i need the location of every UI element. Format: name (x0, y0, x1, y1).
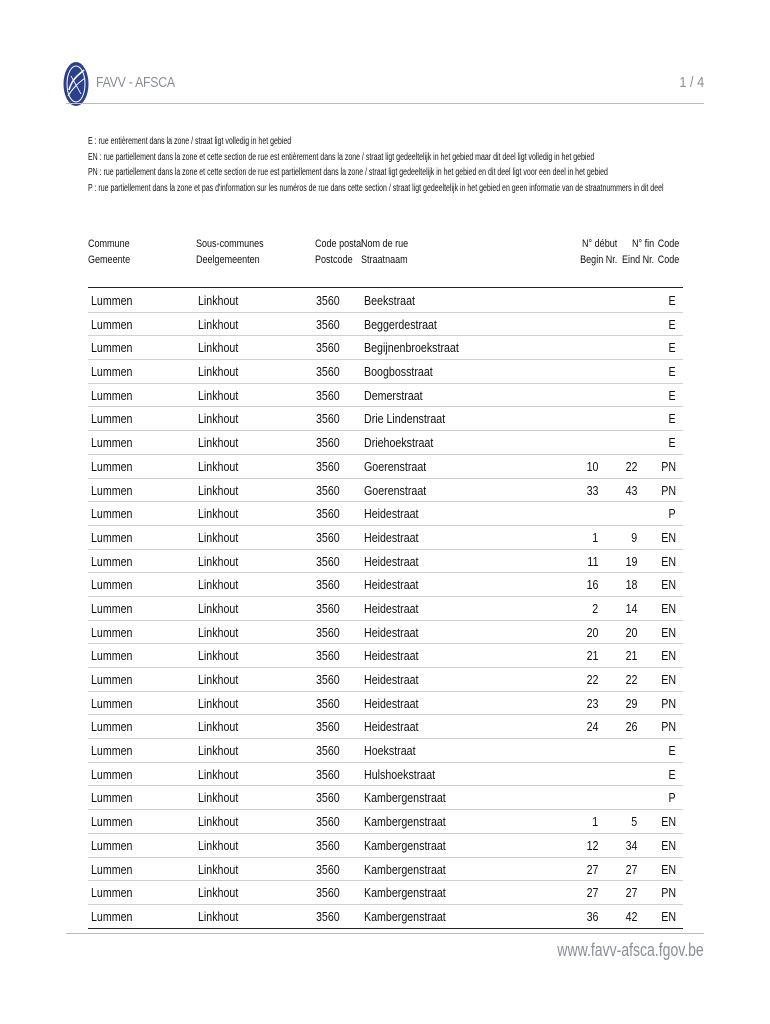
cell-begin-nr: 23 (586, 695, 598, 711)
table-row (88, 479, 683, 503)
cell-code: EN (661, 672, 676, 687)
table-row (88, 336, 683, 360)
table-row (88, 715, 683, 739)
cell-commune: Lummen (91, 861, 133, 877)
footer-divider (66, 933, 704, 934)
cell-postcode: 3560 (316, 435, 340, 451)
cell-street: Kambergenstraat (364, 790, 446, 806)
cell-street: Heidestraat (364, 695, 419, 711)
cell-code: EN (661, 577, 676, 593)
cell-postcode: 3560 (316, 600, 340, 616)
table-row (88, 407, 683, 431)
cell-commune: Lummen (91, 553, 133, 569)
cell-commune: Lummen (91, 885, 133, 901)
cell-street: Heidestraat (364, 577, 419, 593)
cell-begin-nr: 27 (586, 885, 598, 901)
footer-url: www.favv-afsca.fgov.be (557, 940, 704, 960)
cell-postcode: 3560 (316, 316, 340, 332)
cell-street: Goerenstraat (364, 458, 427, 474)
cell-sous-commune: Linkhout (198, 861, 239, 877)
cell-code: E (668, 316, 676, 332)
cell-sous-commune: Linkhout (198, 790, 239, 806)
cell-postcode: 3560 (316, 837, 340, 853)
cell-sous-commune: Linkhout (198, 316, 239, 332)
col-header-postcode: Code postal Postcode (315, 238, 364, 266)
cell-commune: Lummen (91, 743, 133, 759)
cell-postcode: 3560 (316, 458, 340, 474)
brand-title: FAVV - AFSCA (96, 74, 175, 91)
cell-code: PN (661, 695, 676, 711)
col-header-sous-communes: Sous-communes Deelgemeenten (196, 238, 264, 266)
cell-sous-commune: Linkhout (198, 814, 239, 830)
cell-end-nr: 27 (625, 861, 637, 877)
cell-code: PN (661, 482, 676, 498)
cell-postcode: 3560 (316, 743, 340, 759)
cell-postcode: 3560 (316, 411, 340, 427)
cell-sous-commune: Linkhout (198, 435, 239, 451)
cell-end-nr: 14 (625, 600, 637, 616)
cell-street: Heidestraat (364, 600, 419, 616)
cell-street: Driehoekstraat (364, 435, 434, 451)
col-header-begin-nr: N° début Begin Nr. (579, 238, 617, 266)
cell-street: Kambergenstraat (364, 861, 446, 877)
cell-postcode: 3560 (316, 861, 340, 877)
cell-sous-commune: Linkhout (198, 837, 239, 853)
table-row (88, 621, 683, 645)
cell-sous-commune: Linkhout (198, 553, 239, 569)
cell-sous-commune: Linkhout (198, 577, 239, 593)
cell-sous-commune: Linkhout (198, 600, 239, 616)
cell-commune: Lummen (91, 814, 133, 830)
table-row (88, 455, 683, 479)
col-header-straatnaam: Nom de rue Straatnaam (361, 238, 409, 266)
cell-commune: Lummen (91, 837, 133, 853)
cell-begin-nr: 2 (592, 600, 598, 616)
afsca-logo-icon (62, 60, 90, 108)
cell-street: Heidestraat (364, 529, 419, 545)
cell-commune: Lummen (91, 790, 133, 806)
cell-begin-nr: 24 (586, 719, 598, 735)
cell-end-nr: 27 (625, 885, 637, 901)
cell-end-nr: 26 (625, 719, 637, 735)
table-row (88, 834, 683, 858)
cell-begin-nr: 16 (586, 577, 598, 593)
cell-commune: Lummen (91, 387, 133, 403)
table-row (88, 668, 683, 692)
cell-postcode: 3560 (316, 672, 340, 687)
cell-begin-nr: 10 (586, 458, 598, 474)
cell-sous-commune: Linkhout (198, 672, 239, 687)
cell-sous-commune: Linkhout (198, 340, 239, 356)
cell-end-nr: 19 (625, 553, 637, 569)
cell-code: EN (661, 837, 676, 853)
cell-postcode: 3560 (316, 482, 340, 498)
cell-postcode: 3560 (316, 506, 340, 522)
cell-commune: Lummen (91, 364, 133, 380)
col-header-code: Code Code (657, 238, 679, 266)
table-row (88, 739, 683, 763)
cell-postcode: 3560 (316, 885, 340, 901)
cell-code: EN (661, 861, 676, 877)
cell-sous-commune: Linkhout (198, 648, 239, 664)
cell-postcode: 3560 (316, 814, 340, 830)
table-row (88, 858, 683, 882)
cell-begin-nr: 1 (592, 814, 598, 830)
cell-code: EN (661, 814, 676, 830)
cell-street: Heidestraat (364, 624, 419, 640)
cell-postcode: 3560 (316, 553, 340, 569)
cell-street: Beggerdestraat (364, 316, 437, 332)
cell-street: Hoekstraat (364, 743, 416, 759)
table-row (88, 692, 683, 716)
cell-code: E (668, 387, 676, 403)
cell-street: Begijnenbroekstraat (364, 340, 459, 356)
table-row (88, 763, 683, 787)
legend-line-e: E : rue entièrement dans la zone / straat ligt volledig in het gebied (88, 136, 292, 147)
cell-sous-commune: Linkhout (198, 908, 239, 924)
cell-end-nr: 34 (625, 837, 637, 853)
cell-street: Beekstraat (364, 293, 415, 308)
cell-begin-nr: 33 (586, 482, 598, 498)
cell-sous-commune: Linkhout (198, 364, 239, 380)
cell-postcode: 3560 (316, 529, 340, 545)
cell-sous-commune: Linkhout (198, 719, 239, 735)
cell-commune: Lummen (91, 600, 133, 616)
cell-begin-nr: 12 (586, 837, 598, 853)
cell-commune: Lummen (91, 672, 133, 687)
table-row (88, 289, 683, 313)
cell-code: EN (661, 553, 676, 569)
table-row (88, 573, 683, 597)
cell-code: PN (661, 458, 676, 474)
cell-commune: Lummen (91, 293, 133, 308)
cell-begin-nr: 22 (586, 672, 598, 687)
cell-end-nr: 22 (625, 458, 637, 474)
cell-street: Drie Lindenstraat (364, 411, 446, 427)
cell-postcode: 3560 (316, 648, 340, 664)
cell-postcode: 3560 (316, 766, 340, 782)
table-row (88, 810, 683, 834)
cell-end-nr: 18 (625, 577, 637, 593)
page-number: 1 / 4 (679, 74, 704, 91)
legend-line-pn: PN : rue partiellement dans la zone et cette section de rue est partiellement dans la zone / straat ligt gedeeltelijk in het gebied en dit deel ligt voor een deel in het gebied (88, 167, 608, 178)
cell-begin-nr: 21 (586, 648, 598, 664)
table-row (88, 550, 683, 574)
cell-commune: Lummen (91, 506, 133, 522)
cell-street: Heidestraat (364, 672, 419, 687)
cell-street: Goerenstraat (364, 482, 427, 498)
cell-commune: Lummen (91, 411, 133, 427)
cell-postcode: 3560 (316, 387, 340, 403)
cell-end-nr: 29 (625, 695, 637, 711)
header-rule (88, 287, 683, 288)
cell-commune: Lummen (91, 577, 133, 593)
cell-street: Heidestraat (364, 648, 419, 664)
cell-postcode: 3560 (316, 577, 340, 593)
street-table (88, 289, 683, 929)
cell-commune: Lummen (91, 648, 133, 664)
cell-code: PN (661, 885, 676, 901)
cell-street: Boogbosstraat (364, 364, 433, 380)
table-row (88, 881, 683, 905)
cell-sous-commune: Linkhout (198, 743, 239, 759)
cell-commune: Lummen (91, 766, 133, 782)
cell-code: EN (661, 529, 676, 545)
cell-sous-commune: Linkhout (198, 529, 239, 545)
cell-commune: Lummen (91, 435, 133, 451)
cell-code: E (668, 293, 676, 308)
cell-sous-commune: Linkhout (198, 482, 239, 498)
cell-end-nr: 5 (631, 814, 637, 830)
cell-code: E (668, 435, 676, 451)
table-row (88, 905, 683, 929)
cell-sous-commune: Linkhout (198, 885, 239, 901)
cell-commune: Lummen (91, 340, 133, 356)
header-divider (66, 103, 704, 104)
cell-code: EN (661, 624, 676, 640)
cell-code: P (668, 506, 676, 522)
col-header-eind-nr: N° fin Eind Nr. (621, 238, 654, 266)
cell-sous-commune: Linkhout (198, 411, 239, 427)
table-row (88, 526, 683, 550)
cell-end-nr: 42 (625, 908, 637, 924)
cell-street: Kambergenstraat (364, 814, 446, 830)
cell-street: Heidestraat (364, 719, 419, 735)
table-row (88, 786, 683, 810)
cell-sous-commune: Linkhout (198, 766, 239, 782)
cell-postcode: 3560 (316, 624, 340, 640)
cell-code: P (668, 790, 676, 806)
cell-commune: Lummen (91, 529, 133, 545)
table-row (88, 597, 683, 621)
cell-postcode: 3560 (316, 293, 340, 308)
cell-postcode: 3560 (316, 340, 340, 356)
legend-line-en: EN : rue partiellement dans la zone et cette section de rue est entièrement dans la zone / straat ligt gedeeltelijk in het gebied maar dit deel ligt volledig in het gebied (88, 151, 595, 163)
cell-end-nr: 20 (625, 624, 637, 640)
cell-begin-nr: 11 (586, 553, 598, 569)
col-header-commune: Commune Gemeente (88, 238, 131, 266)
cell-commune: Lummen (91, 695, 133, 711)
table-row (88, 313, 683, 337)
cell-street: Heidestraat (364, 506, 419, 522)
table-header (88, 236, 683, 284)
cell-postcode: 3560 (316, 790, 340, 806)
cell-sous-commune: Linkhout (198, 458, 239, 474)
cell-end-nr: 22 (625, 672, 637, 687)
cell-code: PN (661, 719, 676, 735)
cell-end-nr: 43 (625, 482, 637, 498)
cell-begin-nr: 36 (586, 908, 598, 924)
cell-code: E (668, 364, 676, 380)
cell-code: E (668, 743, 676, 759)
cell-begin-nr: 20 (586, 624, 598, 640)
cell-end-nr: 9 (631, 529, 637, 545)
cell-code: EN (661, 908, 676, 924)
cell-commune: Lummen (91, 908, 133, 924)
table-row (88, 360, 683, 384)
cell-postcode: 3560 (316, 908, 340, 924)
cell-code: EN (661, 600, 676, 616)
table-row (88, 431, 683, 455)
cell-street: Kambergenstraat (364, 908, 446, 924)
cell-street: Hulshoekstraat (364, 766, 436, 782)
cell-street: Kambergenstraat (364, 885, 446, 901)
cell-code: E (668, 411, 676, 427)
cell-begin-nr: 1 (592, 529, 598, 545)
code-legend (88, 134, 664, 196)
cell-commune: Lummen (91, 458, 133, 474)
cell-begin-nr: 27 (586, 861, 598, 877)
cell-street: Heidestraat (364, 553, 419, 569)
cell-code: EN (661, 648, 676, 664)
cell-sous-commune: Linkhout (198, 387, 239, 403)
table-row (88, 502, 683, 526)
cell-postcode: 3560 (316, 695, 340, 711)
table-row (88, 644, 683, 668)
cell-postcode: 3560 (316, 719, 340, 735)
cell-end-nr: 21 (625, 648, 637, 664)
cell-commune: Lummen (91, 719, 133, 735)
cell-commune: Lummen (91, 624, 133, 640)
table-row (88, 384, 683, 408)
cell-code: E (668, 340, 676, 356)
cell-code: E (668, 766, 676, 782)
cell-sous-commune: Linkhout (198, 293, 239, 308)
cell-sous-commune: Linkhout (198, 506, 239, 522)
cell-street: Kambergenstraat (364, 837, 446, 853)
cell-commune: Lummen (91, 482, 133, 498)
cell-sous-commune: Linkhout (198, 695, 239, 711)
legend-line-p: P : rue partiellement dans la zone et pas d'information sur les numéros de rue dans cette section / straat ligt gedeeltelijk in het gebied en geen informatie van de straatnummers in dit deel (88, 182, 664, 194)
cell-commune: Lummen (91, 316, 133, 332)
cell-postcode: 3560 (316, 364, 340, 380)
cell-street: Demerstraat (364, 387, 423, 403)
cell-sous-commune: Linkhout (198, 624, 239, 640)
